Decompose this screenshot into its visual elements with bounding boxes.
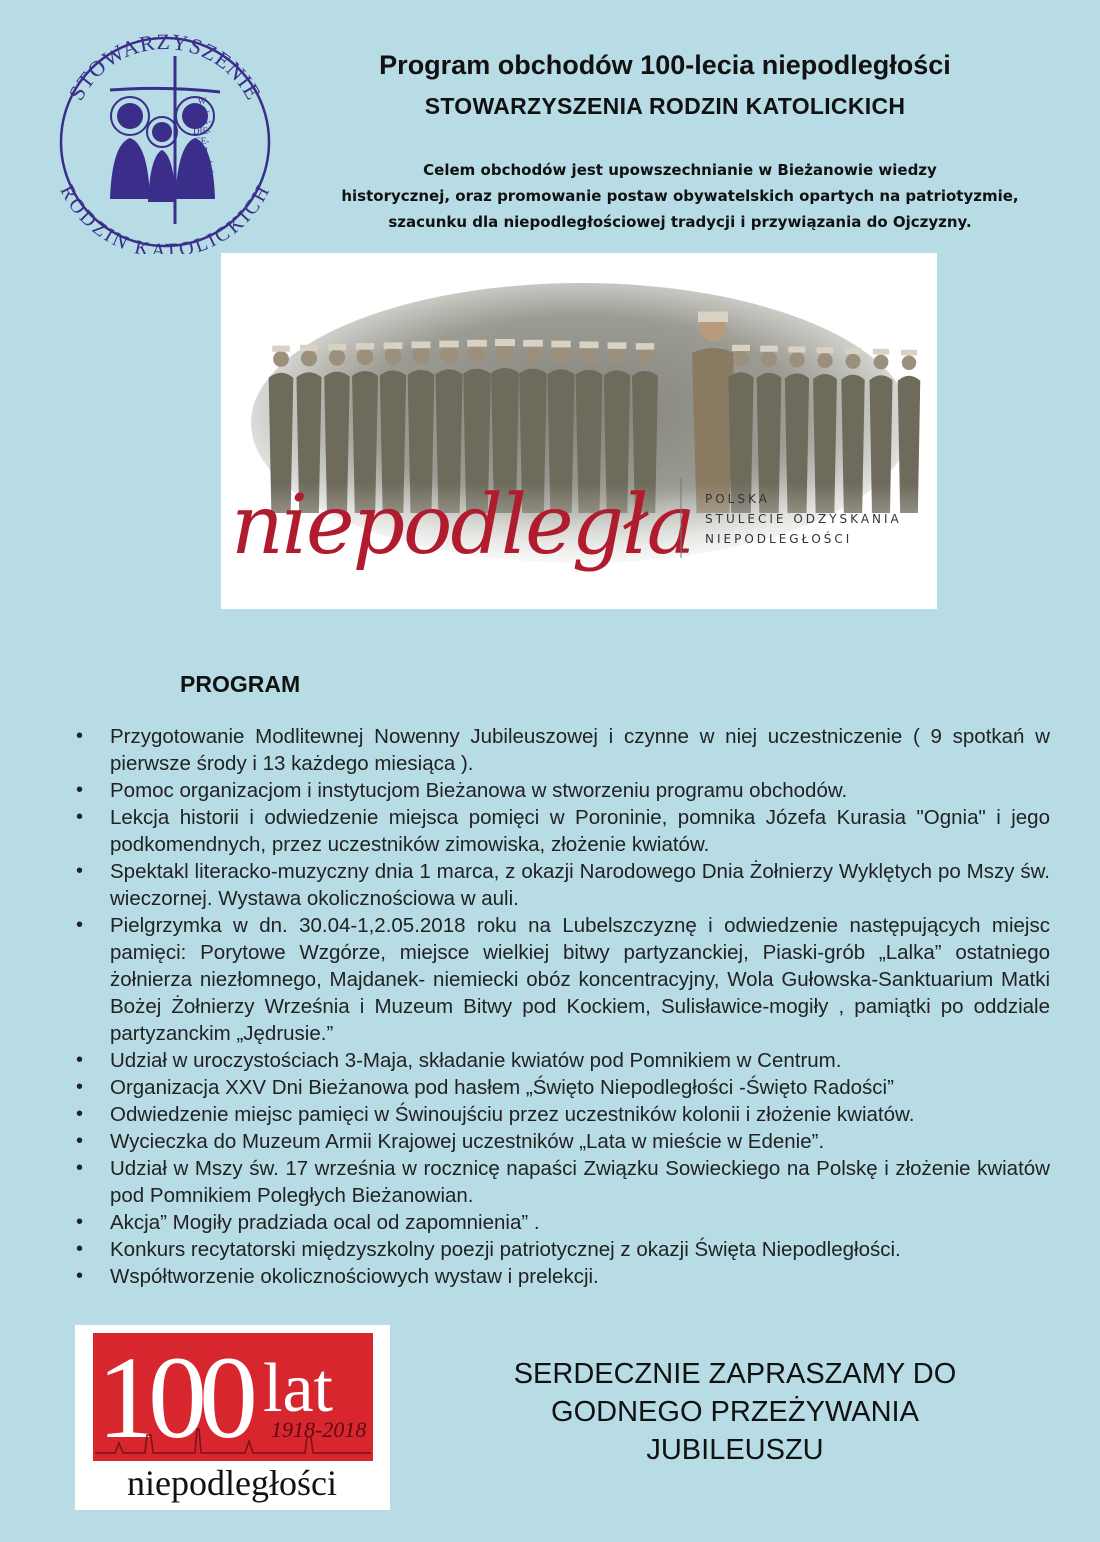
- invitation-line: JUBILEUSZU: [646, 1434, 824, 1466]
- badge-caption: niepodległości: [127, 1463, 337, 1503]
- program-item: • Wycieczka do Muzeum Armii Krajowej uczestników „Lata w mieście w Edenie”.: [72, 1128, 1050, 1155]
- page-subtitle: STOWARZYSZENIA RODZIN KATOLICKICH: [424, 93, 906, 119]
- program-item: • Lekcja historii i odwiedzenie miejsca pomięci w Poroninie, pomnika Józefa Kurasia "Ognia" i jego podkomendnych, przez uczestników zimowiska, złożenie kwiatów.: [72, 804, 1050, 858]
- page-title: Program obchodów 100-lecia niepodległości: [379, 50, 951, 80]
- logo-arc-top-text: STOWARZYSZENIE: [63, 28, 267, 105]
- logo-side-text-line: DIE-: [193, 126, 211, 136]
- invitation-line: SERDECZNIE ZAPRASZAMY DO: [513, 1358, 957, 1390]
- logo-side-text-line: AR-: [194, 106, 210, 116]
- logo-side-text-line: ZJI: [196, 146, 208, 156]
- invitation-text: [440, 1355, 1030, 1469]
- banner-script-word: niepodległa: [231, 478, 694, 573]
- banner-caption-line: POLSKA: [705, 492, 770, 506]
- invitation-line: GODNEGO PRZEŻYWANIA: [551, 1396, 919, 1428]
- logo-arc-bottom-text: RODZIN KATOLICKICH: [55, 181, 275, 254]
- program-list: [72, 723, 1050, 1290]
- logo-side-text-line: SKI-: [193, 176, 211, 186]
- program-item: • Pielgrzymka w dn. 30.04-1,2.05.2018 roku na Lubelszczyznę i odwiedzenie następujących miejsc pamięci: Porytowe Wzgórze, miejsce wielkiej bitwy partyzanckiej, Piaski-grób „Lalka” ostatniego żołnierza niezłomnego, Majdanek- niemiecki obóz koncentracyjny, Wola Gułowska-Sanktuarium Matki Bożej Żołnierzy Września i Muzeum Bitwy pod Kockiem, Sulisławice-mogiły , pamiątki po oddziale partyzanckim „Jędrusie.”: [72, 912, 1050, 1047]
- badge-number: 100: [97, 1332, 250, 1463]
- banner-caption-line: NIEPODLEGŁOŚCI: [705, 532, 853, 546]
- logo-side-text-line: KOW-: [190, 166, 214, 176]
- banner-caption-line: STULECIE ODZYSKANIA: [705, 512, 902, 526]
- independence-banner: [221, 253, 937, 609]
- program-item: • Organizacja XXV Dni Bieżanowa pod hasłem „Święto Niepodległości -Święto Radości”: [72, 1074, 1050, 1101]
- program-item: • Pomoc organizacjom i instytucjom Bieżanowa w stworzeniu programu obchodów.: [72, 777, 1050, 804]
- intro-line: szacunku dla niepodległościowej tradycji i przywiązania do Ojczyzny.: [388, 213, 972, 231]
- program-item: • Udział w Mszy św. 17 września w rocznicę napaści Związku Sowieckiego na Polskę i złożenie kwiatów pod Pomnikiem Poległych Bieżanowian.: [72, 1155, 1050, 1209]
- program-item: • Odwiedzenie miejsc pamięci w Świnoujściu przez uczestników kolonii i złożenie kwiatów.: [72, 1101, 1050, 1128]
- logo-side-text-line: CHI-: [192, 116, 212, 126]
- badge-years: 1918-2018: [271, 1417, 367, 1442]
- intro-text: [282, 157, 1078, 235]
- intro-line: historycznej, oraz promowanie postaw obywatelskich opartych na patriotyzmie,: [341, 187, 1019, 205]
- program-item: • Udział w uroczystościach 3-Maja, składanie kwiatów pod Pomnikiem w Centrum.: [72, 1047, 1050, 1074]
- logo-side-text-line: EJ: [197, 186, 207, 196]
- badge-word: lat: [263, 1350, 333, 1427]
- program-item: • Konkurs recytatorski międzyszkolny poezji patriotycznej z okazji Święta Niepodległości.: [72, 1236, 1050, 1263]
- intro-line: Celem obchodów jest upowszechnianie w Bieżanowie wiedzy: [423, 161, 937, 179]
- logo-side-text-line: W: [197, 96, 207, 106]
- program-item: • Spektakl literacko-muzyczny dnia 1 marca, z okazji Narodowego Dnia Żołnierzy Wyklętych po Mszy św. wieczornej. Wystawa okolicznościowa w auli.: [72, 858, 1050, 912]
- logo-side-text-line: KRA-: [191, 156, 213, 166]
- logo-side-text-line: CE-: [194, 136, 210, 146]
- centenary-badge: [75, 1325, 390, 1510]
- program-item: • Współtworzenie okolicznościowych wystaw i prelekcji.: [72, 1263, 1050, 1290]
- program-heading: PROGRAM: [180, 671, 301, 697]
- program-item: • Przygotowanie Modlitewnej Nowenny Jubileuszowej i czynne w niej uczestniczenie ( 9 spotkań w pierwsze środy i 13 każdego miesiąca ).: [72, 723, 1050, 777]
- program-item: • Akcja” Mogiły pradziada ocal od zapomnienia” .: [72, 1209, 1050, 1236]
